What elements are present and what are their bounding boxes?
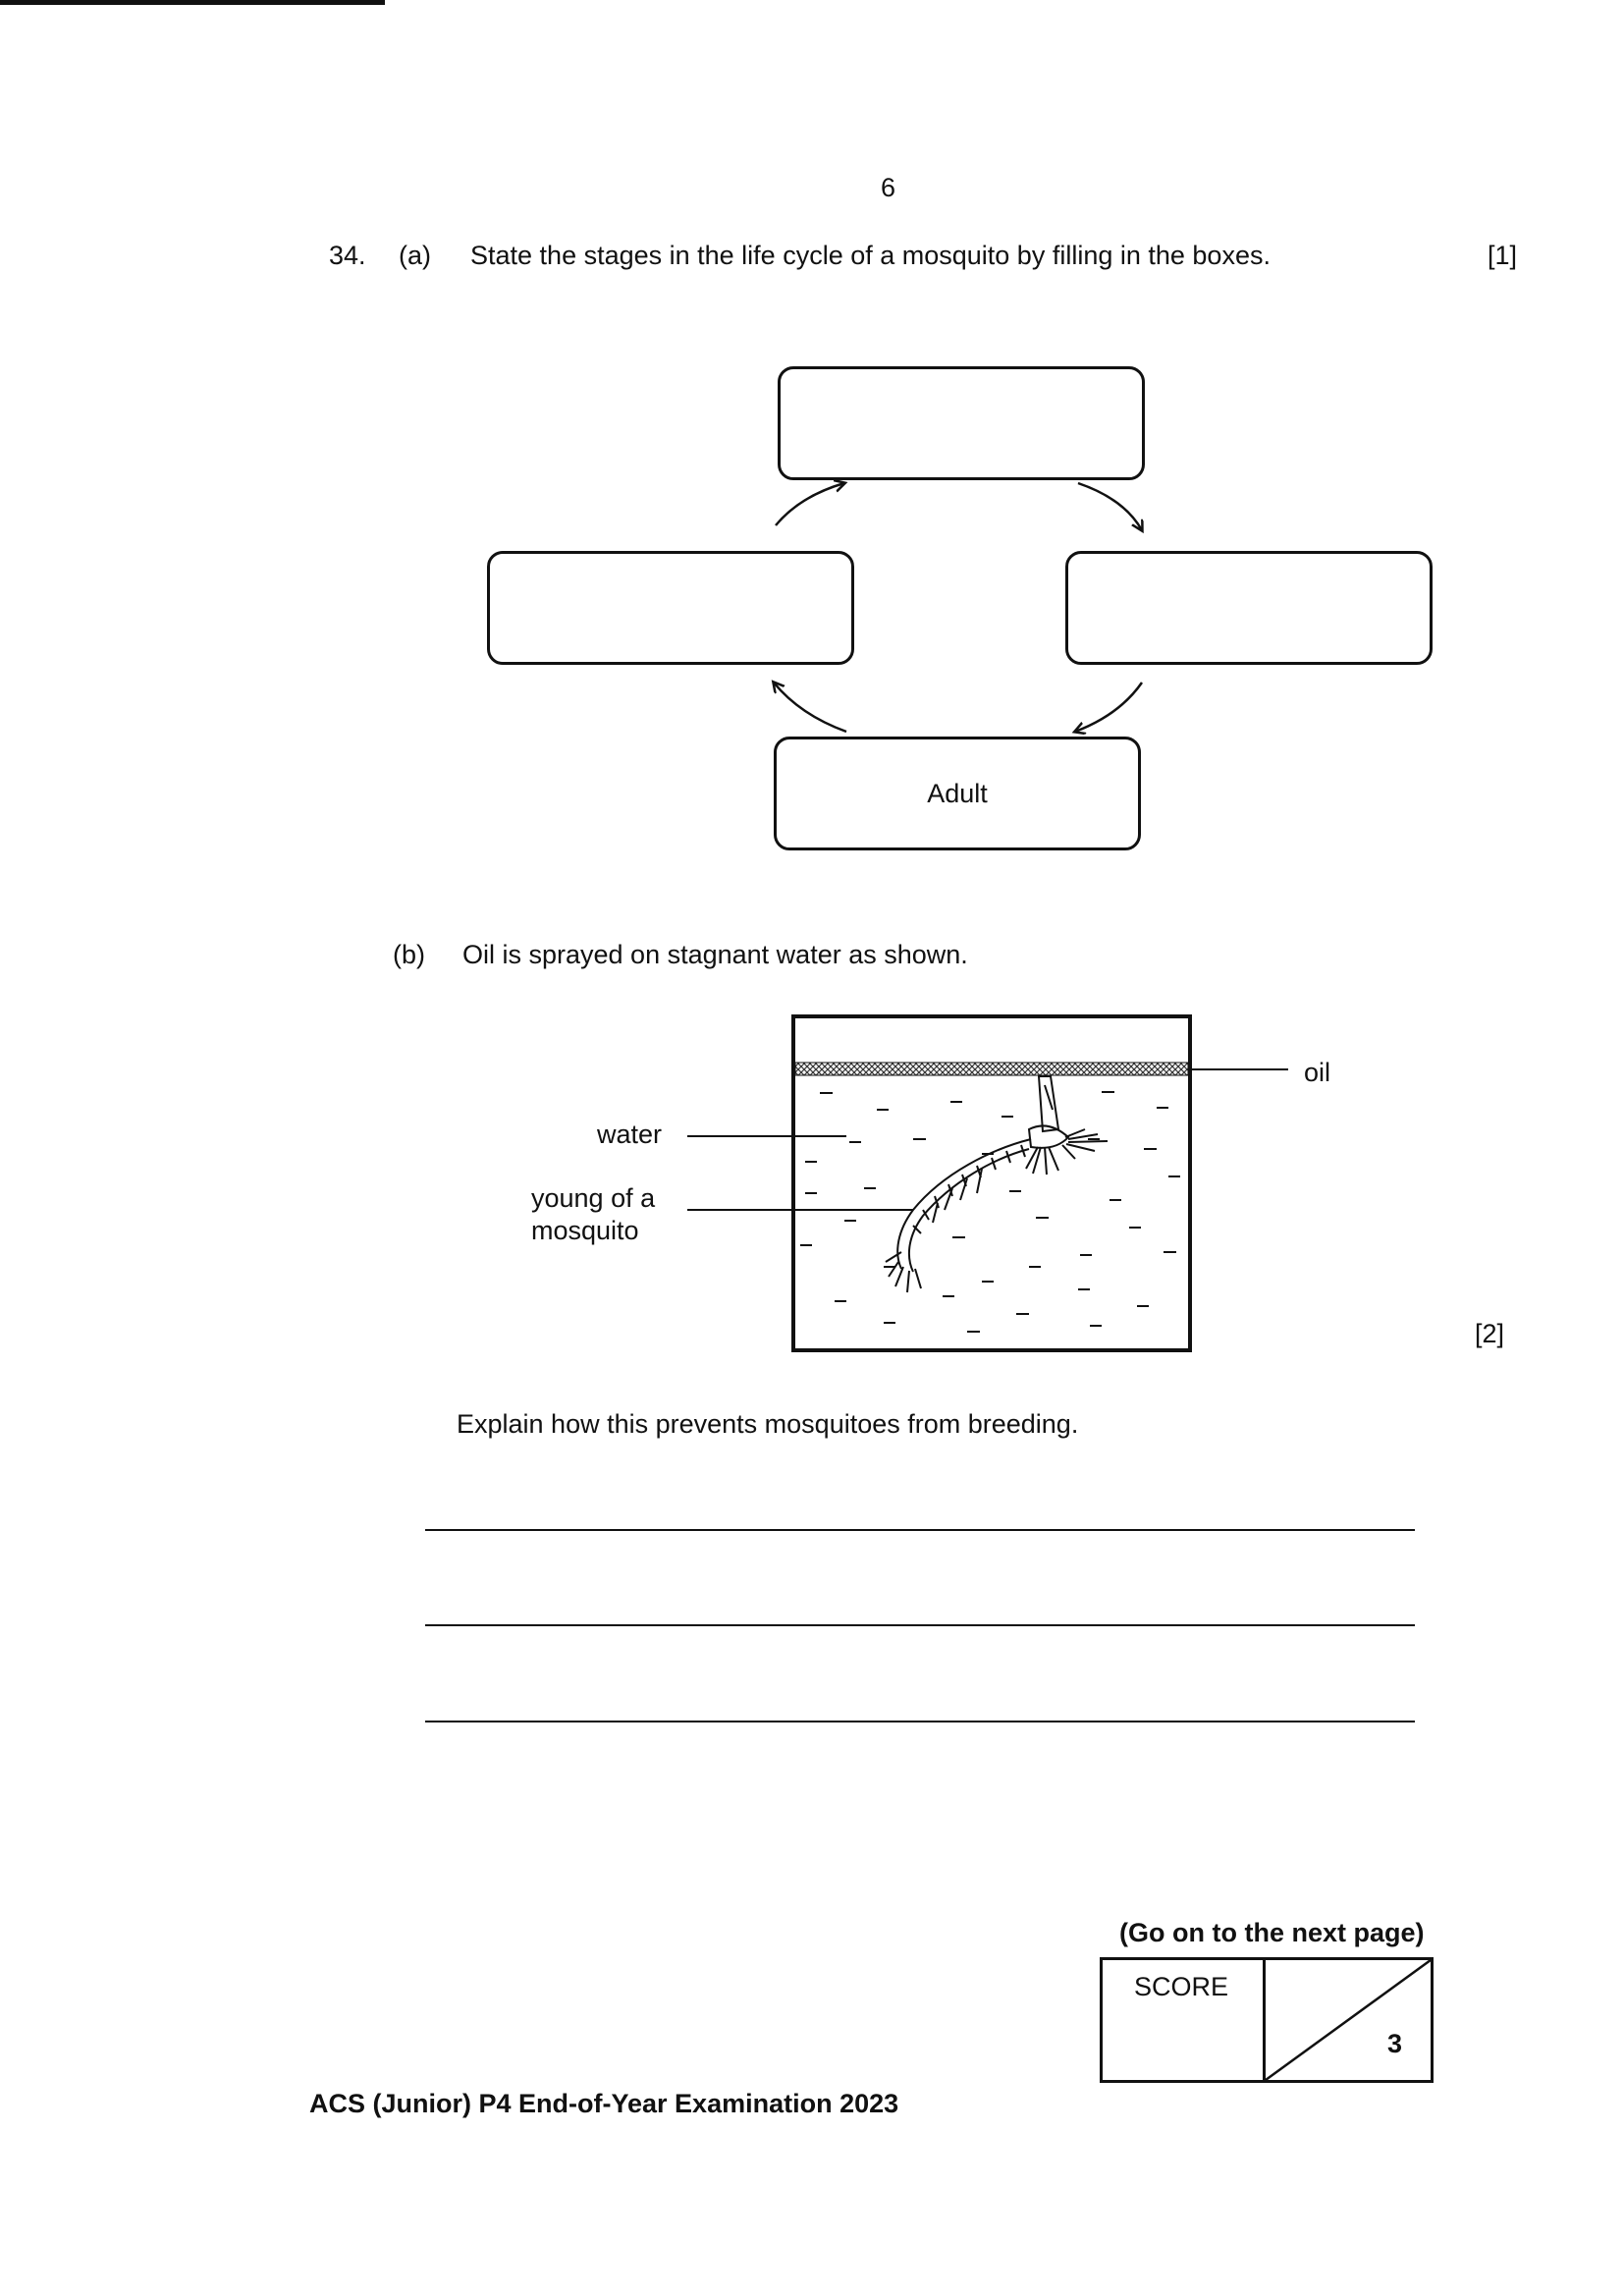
mosquito-larva bbox=[886, 1076, 1108, 1292]
score-table bbox=[1100, 1957, 1434, 2083]
oil-layer bbox=[795, 1063, 1188, 1075]
page-number: 6 bbox=[881, 173, 896, 202]
stage-box-bottom-text: Adult bbox=[927, 778, 988, 808]
answer-line-1[interactable] bbox=[425, 1529, 1415, 1531]
part-b-statement: Oil is sprayed on stagnant water as shown. bbox=[462, 940, 968, 969]
label-water: water bbox=[597, 1120, 663, 1149]
answer-line-2[interactable] bbox=[425, 1624, 1415, 1626]
label-young-line2: mosquito bbox=[531, 1216, 639, 1245]
label-young-line1: young of a bbox=[531, 1183, 656, 1213]
go-on-note: (Go on to the next page) bbox=[1119, 1918, 1425, 1947]
water-dashes bbox=[800, 1092, 1180, 1332]
answer-line-3[interactable] bbox=[425, 1721, 1415, 1722]
question-number: 34. bbox=[329, 241, 366, 270]
part-a-instruction: State the stages in the life cycle of a mosquito by filling in the boxes. bbox=[470, 241, 1271, 270]
part-a-marks: [1] bbox=[1488, 241, 1518, 270]
part-a-label: (a) bbox=[399, 241, 431, 270]
part-b-label: (b) bbox=[393, 940, 425, 969]
score-diagonal bbox=[1266, 1960, 1431, 2080]
part-b-marks: [2] bbox=[1475, 1319, 1505, 1348]
exam-title: ACS (Junior) P4 End-of-Year Examination 2023 bbox=[309, 2089, 899, 2118]
label-oil: oil bbox=[1304, 1058, 1331, 1087]
score-label: SCORE bbox=[1134, 1972, 1229, 2001]
part-b-prompt: Explain how this prevents mosquitoes from breeding. bbox=[457, 1409, 1079, 1439]
score-max: 3 bbox=[1387, 2029, 1403, 2058]
